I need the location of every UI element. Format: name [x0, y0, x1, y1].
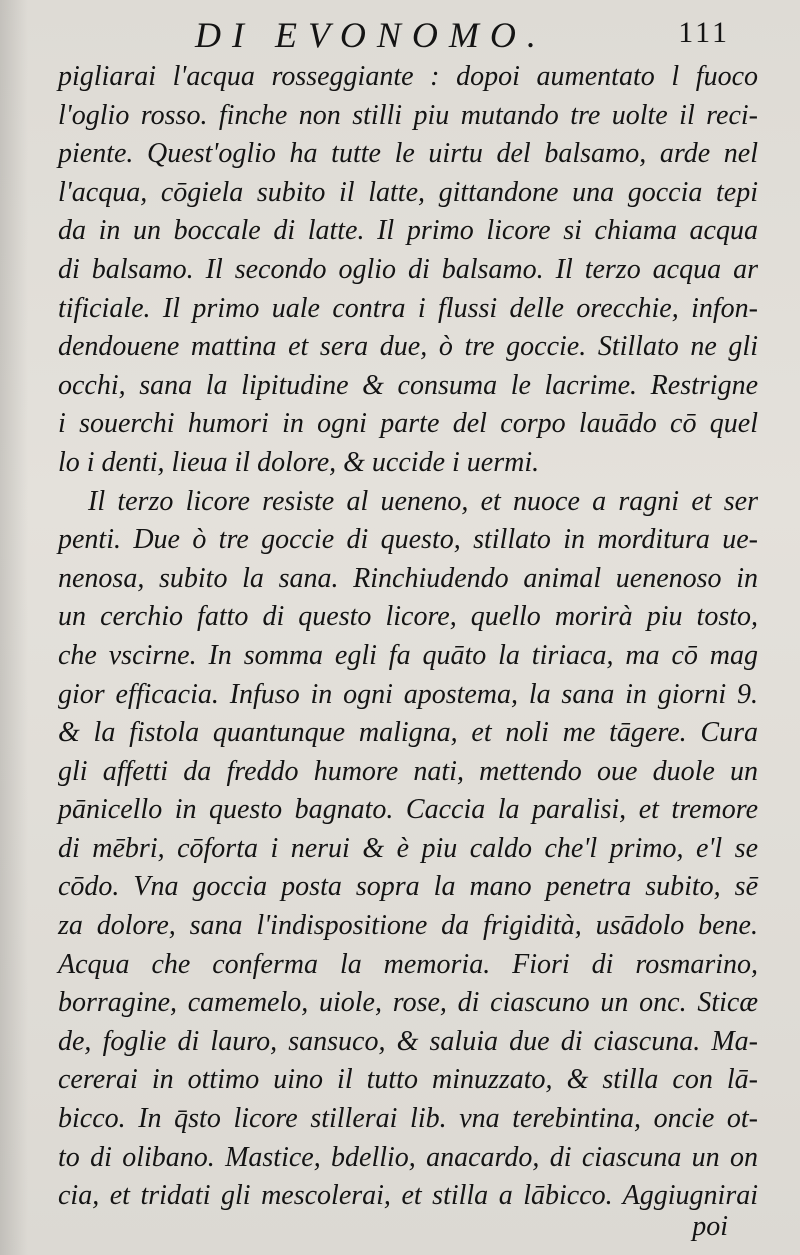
text-line: cia, et tridati gli mescolerai, et stilla a lābicco. Aggiugnirai: [58, 1180, 758, 1212]
text-line: cōdo. Vna goccia posta sopra la mano penetra subito, sē: [58, 871, 758, 903]
page-number: 111: [678, 16, 730, 49]
paragraph-1: [58, 58, 758, 483]
text-line: gior efficacia. Infuso in ogni apostema, la sana in giorni 9.: [58, 678, 758, 710]
text-line: pānicello in questo bagnato. Caccia la paralisi, et tremore: [58, 794, 758, 826]
body-text: [58, 58, 758, 1216]
text-line: de, foglie di lauro, sansuco, & saluia due di ciascuna. Ma-: [58, 1025, 758, 1057]
text-line: da in un boccale di latte. Il primo licore si chiama acqua: [58, 215, 758, 247]
running-title: DI EVONOMO.: [195, 15, 547, 55]
page-gutter-shadow: [0, 0, 28, 1255]
text-line: cererai in ottimo uino il tutto minuzzato, & stilla con lā-: [58, 1064, 758, 1096]
text-line: & la fistola quantunque maligna, et noli me tāgere. Cura: [58, 717, 758, 749]
text-line: to di olibano. Mastice, bdellio, anacardo, di ciascuna un on: [58, 1141, 758, 1173]
text-line: occhi, sana la lipitudine & consuma le lacrime. Restrigne: [58, 369, 758, 401]
text-line: un cerchio fatto di questo licore, quello morirà piu tosto,: [58, 601, 758, 633]
text-line: l'oglio rosso. finche non stilli piu mutando tre uolte il reci-: [58, 99, 758, 131]
text-line: Il terzo licore resiste al ueneno, et nuoce a ragni et ser: [88, 485, 758, 517]
text-line: penti. Due ò tre goccie di questo, stillato in morditura ue-: [58, 524, 758, 556]
text-line: lo i denti, lieua il dolore, & uccide i uermi.: [58, 446, 540, 478]
text-line: l'acqua, cōgiela subito il latte, gittandone una goccia tepi: [58, 176, 758, 208]
text-line: nenosa, subito la sana. Rinchiudendo animal uenenoso in: [58, 562, 758, 594]
catchword: poi: [692, 1211, 728, 1242]
paragraph-2: [58, 483, 758, 1216]
running-header: [195, 12, 730, 58]
text-line: za dolore, sana l'indispositione da frigidità, usādolo bene.: [58, 910, 758, 942]
text-line: bicco. In q̄sto licore stillerai lib. vna terebintina, oncie ot-: [58, 1103, 758, 1135]
text-line: dendouene mattina et sera due, ò tre goccie. Stillato ne gli: [58, 331, 758, 363]
text-line: tificiale. Il primo uale contra i flussi delle orecchie, infon-: [58, 292, 758, 324]
text-line: pigliarai l'acqua rosseggiante : dopoi aumentato l fuoco: [58, 61, 758, 92]
text-line: gli affetti da freddo humore nati, mettendo oue duole un: [58, 755, 758, 787]
text-line: i souerchi humori in ogni parte del corpo lauādo cō quel: [58, 408, 758, 440]
text-line: di mēbri, cōforta i nerui & è piu caldo che'l primo, e'l se: [58, 832, 758, 864]
text-line: che vscirne. In somma egli fa quāto la tiriaca, ma cō mag: [58, 639, 758, 671]
text-line: Acqua che conferma la memoria. Fiori di rosmarino,: [58, 948, 758, 980]
text-line: di balsamo. Il secondo oglio di balsamo. Il terzo acqua ar: [58, 253, 758, 285]
text-line: piente. Quest'oglio ha tutte le uirtu del balsamo, arde nel: [58, 138, 758, 170]
text-line: borragine, camemelo, uiole, rose, di ciascuno un onc. Sticæ: [58, 987, 758, 1019]
